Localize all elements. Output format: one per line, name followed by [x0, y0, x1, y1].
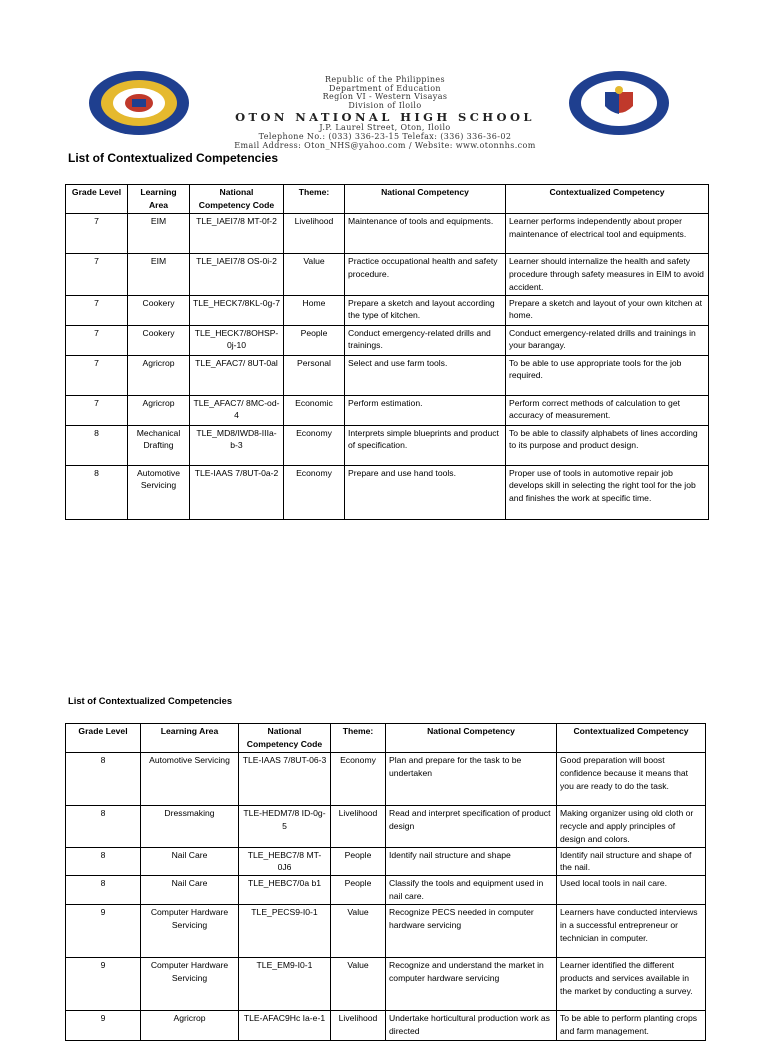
code-cell: TLE-AFAC9Hc Ia-e-1	[239, 1011, 331, 1041]
table-row	[66, 355, 709, 395]
grade-cell: 7	[66, 325, 128, 355]
national-competency-cell: Prepare and use hand tools.	[345, 465, 506, 519]
theme-cell: Livelihood	[331, 1011, 386, 1041]
contextualized-competency-cell: Prepare a sketch and layout of your own kitchen at home.	[506, 295, 709, 325]
contextualized-competency-cell: To be able to use appropriate tools for the job required.	[506, 355, 709, 395]
contextualized-competency-cell: Proper use of tools in automotive repair job develops skill in selecting the right tool for the job and finishes the work at specific time.	[506, 465, 709, 519]
code-cell: TLE_IAEI7/8 MT-0f-2	[190, 213, 284, 253]
header-cell: National Competency Code	[239, 724, 331, 753]
theme-cell: People	[331, 847, 386, 876]
national-competency-cell: Undertake horticultural production work as directed	[386, 1011, 557, 1041]
contextualized-competency-cell: Perform correct methods of calculation to get accuracy of measurement.	[506, 395, 709, 425]
national-competency-cell: Plan and prepare for the task to be undertaken	[386, 752, 557, 805]
grade-cell: 8	[66, 425, 128, 465]
school-name: OTON NATIONAL HIGH SCHOOL	[235, 110, 535, 125]
table-header-row	[66, 185, 709, 214]
grade-cell: 9	[66, 958, 141, 1011]
header-cell: Theme:	[284, 185, 345, 214]
table-row	[66, 325, 709, 355]
theme-cell: Livelihood	[284, 213, 345, 253]
table-row	[66, 213, 709, 253]
contextualized-competency-cell: Making organizer using old cloth or recycle and apply principles of design and colors.	[557, 805, 706, 847]
national-competency-cell: Maintenance of tools and equipments.	[345, 213, 506, 253]
area-cell: Cookery	[128, 325, 190, 355]
grade-cell: 8	[66, 847, 141, 876]
contextualized-competency-cell: Learner performs independently about proper maintenance of electrical tool and equipments.	[506, 213, 709, 253]
area-cell: Dressmaking	[141, 805, 239, 847]
theme-cell: Economy	[331, 752, 386, 805]
letterhead	[0, 70, 768, 150]
area-cell: Agricrop	[128, 355, 190, 395]
table-row	[66, 847, 706, 876]
theme-cell: Value	[331, 905, 386, 958]
theme-cell: People	[284, 325, 345, 355]
header-cell: National Competency Code	[190, 185, 284, 214]
code-cell: TLE-HEDM7/8 ID-0g-5	[239, 805, 331, 847]
letterhead-line: Region VI - Western Visayas	[322, 92, 448, 102]
competencies-table	[65, 723, 706, 1041]
contextualized-competency-cell: Good preparation will boost confidence because it means that you are ready to do the task.	[557, 752, 706, 805]
header-cell: Learning Area	[128, 185, 190, 214]
code-cell: TLE_AFAC7/ 8UT-0al	[190, 355, 284, 395]
area-cell: Nail Care	[141, 847, 239, 876]
contextualized-competency-cell: Learners have conducted interviews in a successful entrepreneur or technician in computer.	[557, 905, 706, 958]
header-cell: Grade Level	[66, 185, 128, 214]
area-cell: Nail Care	[141, 876, 239, 905]
national-competency-cell: Select and use farm tools.	[345, 355, 506, 395]
code-cell: TLE_HECK7/8KL-0g-7	[190, 295, 284, 325]
competencies-table	[65, 184, 709, 520]
school-seal-icon	[88, 70, 190, 136]
deped-seal-icon	[568, 70, 670, 136]
grade-cell: 7	[66, 355, 128, 395]
national-competency-cell: Recognize and understand the market in computer hardware servicing	[386, 958, 557, 1011]
table-row	[66, 1011, 706, 1041]
code-cell: TLE_HEBC7/8 MT-0J6	[239, 847, 331, 876]
table-row	[66, 465, 709, 519]
header-cell: Contextualized Competency	[557, 724, 706, 753]
header-cell: Theme:	[331, 724, 386, 753]
table-row	[66, 752, 706, 805]
national-competency-cell: Classify the tools and equipment used in nail care.	[386, 876, 557, 905]
letterhead-text	[200, 76, 570, 150]
table-row	[66, 876, 706, 905]
table-header-row	[66, 724, 706, 753]
code-cell: TLE_PECS9-I0-1	[239, 905, 331, 958]
theme-cell: Economy	[284, 425, 345, 465]
area-cell: Automotive Servicing	[141, 752, 239, 805]
area-cell: Agricrop	[128, 395, 190, 425]
theme-cell: Personal	[284, 355, 345, 395]
contextualized-competency-cell: To be able to classify alphabets of lines according to its purpose and product design.	[506, 425, 709, 465]
grade-cell: 7	[66, 253, 128, 295]
area-cell: Automotive Servicing	[128, 465, 190, 519]
national-competency-cell: Interprets simple blueprints and product of specification.	[345, 425, 506, 465]
header-cell: National Competency	[345, 185, 506, 214]
letterhead-line: Department of Education	[329, 83, 441, 93]
table-row	[66, 295, 709, 325]
contextualized-competency-cell: Learner should internalize the health and safety procedure through safety measures in EIM to avoid accident.	[506, 253, 709, 295]
contextualized-competency-cell: Learner identified the different products and services available in the market by conducting a survey.	[557, 958, 706, 1011]
section-title: List of Contextualized Competencies	[68, 151, 279, 165]
national-competency-cell: Conduct emergency-related drills and trainings.	[345, 325, 506, 355]
table-row	[66, 958, 706, 1011]
code-cell: TLE-IAAS 7/8UT-06-3	[239, 752, 331, 805]
grade-cell: 9	[66, 1011, 141, 1041]
code-cell: TLE_HECK7/8OHSP-0j-10	[190, 325, 284, 355]
code-cell: TLE_IAEI7/8 OS-0i-2	[190, 253, 284, 295]
theme-cell: Livelihood	[331, 805, 386, 847]
letterhead-line: Republic of the Philippines	[324, 75, 446, 84]
national-competency-cell: Identify nail structure and shape	[386, 847, 557, 876]
header-cell: National Competency	[386, 724, 557, 753]
contextualized-competency-cell: To be able to perform planting crops and farm management.	[557, 1011, 706, 1041]
grade-cell: 7	[66, 395, 128, 425]
table-row	[66, 425, 709, 465]
code-cell: TLE_HEBC7/0a b1	[239, 876, 331, 905]
area-cell: EIM	[128, 253, 190, 295]
national-competency-cell: Practice occupational health and safety procedure.	[345, 253, 506, 295]
grade-cell: 8	[66, 876, 141, 905]
area-cell: Computer Hardware Servicing	[141, 905, 239, 958]
table-row	[66, 805, 706, 847]
area-cell: Agricrop	[141, 1011, 239, 1041]
area-cell: Mechanical Drafting	[128, 425, 190, 465]
area-cell: Cookery	[128, 295, 190, 325]
area-cell: EIM	[128, 213, 190, 253]
grade-cell: 7	[66, 295, 128, 325]
theme-cell: Value	[331, 958, 386, 1011]
letterhead-line: Telephone No.: (033) 336-23-15 Telefax: (336) 336-36-02	[258, 131, 512, 141]
grade-cell: 8	[66, 805, 141, 847]
contextualized-competency-cell: Identify nail structure and shape of the nail.	[557, 847, 706, 876]
national-competency-cell: Recognize PECS needed in computer hardware servicing	[386, 905, 557, 958]
theme-cell: Economy	[284, 465, 345, 519]
letterhead-line: Email Address: Oton_NHS@yahoo.com / Website: www.otonnhs.com	[234, 140, 536, 150]
code-cell: TLE_AFAC7/ 8MC-od-4	[190, 395, 284, 425]
grade-cell: 8	[66, 752, 141, 805]
theme-cell: People	[331, 876, 386, 905]
code-cell: TLE_EM9-I0-1	[239, 958, 331, 1011]
letterhead-line: Division of Iloilo	[348, 100, 422, 110]
theme-cell: Economic	[284, 395, 345, 425]
national-competency-cell: Perform estimation.	[345, 395, 506, 425]
grade-cell: 9	[66, 905, 141, 958]
table-row	[66, 905, 706, 958]
table-row	[66, 395, 709, 425]
national-competency-cell: Prepare a sketch and layout according the type of kitchen.	[345, 295, 506, 325]
theme-cell: Home	[284, 295, 345, 325]
area-cell: Computer Hardware Servicing	[141, 958, 239, 1011]
table-row	[66, 253, 709, 295]
contextualized-competency-cell: Used local tools in nail care.	[557, 876, 706, 905]
letterhead-line: J.P. Laurel Street, Oton, Iloilo	[319, 123, 451, 133]
header-cell: Contextualized Competency	[506, 185, 709, 214]
grade-cell: 7	[66, 213, 128, 253]
code-cell: TLE-IAAS 7/8UT-0a-2	[190, 465, 284, 519]
code-cell: TLE_MD8/IWD8-IIIa-b-3	[190, 425, 284, 465]
section-title: List of Contextualized Competencies	[68, 695, 233, 706]
grade-cell: 8	[66, 465, 128, 519]
contextualized-competency-cell: Conduct emergency-related drills and trainings in your barangay.	[506, 325, 709, 355]
national-competency-cell: Read and interpret specification of product design	[386, 805, 557, 847]
header-cell: Learning Area	[141, 724, 239, 753]
theme-cell: Value	[284, 253, 345, 295]
header-cell: Grade Level	[66, 724, 141, 753]
